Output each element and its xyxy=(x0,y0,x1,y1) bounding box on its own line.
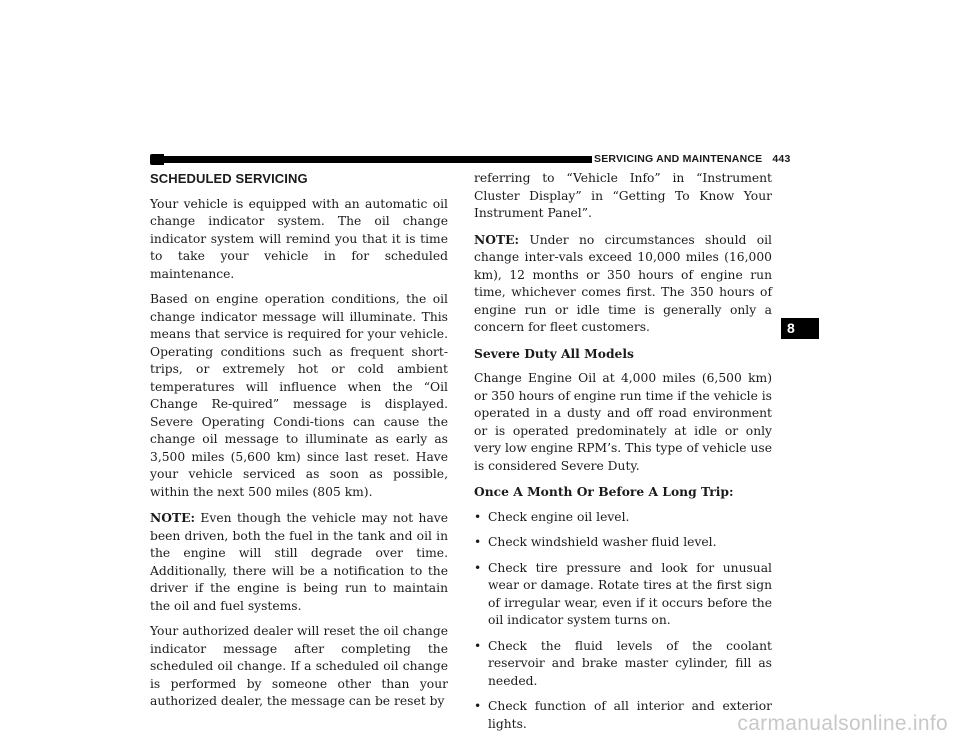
monthly-checklist xyxy=(474,509,772,734)
note-label: NOTE: xyxy=(474,231,520,247)
intro-paragraph: Your vehicle is equipped with an automatic oil change indicator system. The oil change indicator system will remind you that it is time to take your vehicle in for scheduled maintenance. xyxy=(150,196,448,281)
list-item: • Check engine oil level. xyxy=(474,509,772,527)
bullet: • xyxy=(474,509,482,524)
header-section-title: SERVICING AND MAINTENANCE xyxy=(594,153,763,165)
severe-duty-paragraph: Change Engine Oil at 4,000 miles (6,500 km) or 350 hours of engine run time if the vehicle is operated in a dusty and off road environment or is operated predominately at idle or only very low engine RPM’s. This type of vehicle use is considered Severe Duty. xyxy=(474,371,772,473)
bullet: • xyxy=(474,699,482,713)
page-number: 443 xyxy=(772,153,791,165)
list-item: • Check the fluid levels of the coolant reservoir and brake master cylinder, fill as needed. xyxy=(474,638,772,688)
conditions-paragraph: Based on engine operation conditions, the oil change indicator message will illuminate. This means that service is required for your vehicle. Operating conditions such as frequent short-trips, or extremely hot or cold ambient temperatures will influence when the “Oil Change Re-quired” message is displayed. Severe Operating Condi-tions can cause the change oil message to illuminate as early as 3,500 miles (5,600 km) since last reset. Have your vehicle serviced as soon as possible, within the next 500 miles (805 km). xyxy=(150,292,448,499)
interval-note-paragraph xyxy=(474,231,772,337)
note-text: Even though the vehicle may not have been driven, both the fuel in the tank and oil in the engine will still degrade over time. Additionally, there will be a notification to the driver if the engine is being run to maintain the oil and fuel systems. xyxy=(150,511,448,613)
note-label: NOTE: xyxy=(150,510,196,525)
right-column xyxy=(474,170,772,741)
note-paragraph xyxy=(150,509,448,615)
list-item: • Check function of all interior and exterior lights. xyxy=(474,699,772,731)
chapter-tab: 8 xyxy=(781,318,819,339)
continuation-paragraph: referring to “Vehicle Info” in “Instrument Cluster Display” in “Getting To Know Your Instrument Panel”. xyxy=(474,171,772,220)
header-rule xyxy=(150,156,586,163)
bullet: • xyxy=(474,535,482,549)
severe-duty-heading: Severe Duty All Models xyxy=(474,345,634,361)
list-item: • Check windshield washer fluid level. xyxy=(474,534,772,552)
bullet: • xyxy=(474,560,482,575)
bullet: • xyxy=(474,638,482,653)
watermark: carmanualsonline.info xyxy=(737,712,948,735)
left-column xyxy=(150,170,448,719)
list-item: • Check tire pressure and look for unusual wear or damage. Rotate tires at the first sign of irregular wear, even if it occurs before the oil indicator system turns on. xyxy=(474,560,772,627)
dealer-reset-paragraph: Your authorized dealer will reset the oil change indicator message after completing the scheduled oil change. If a scheduled oil change is performed by someone other than your authorized dealer, the message can be reset by xyxy=(150,624,448,708)
interval-note-text: Under no circumstances should oil change inter-vals exceed 10,000 miles (16,000 km), 12 months or 350 hours of engine run time, whichever comes first. The 350 hours of engine run or idle time is generally only a concern for fleet customers. xyxy=(474,232,772,334)
section-title: SCHEDULED SERVICING xyxy=(150,171,308,186)
running-header xyxy=(594,153,790,165)
monthly-check-heading: Once A Month Or Before A Long Trip: xyxy=(474,484,734,499)
